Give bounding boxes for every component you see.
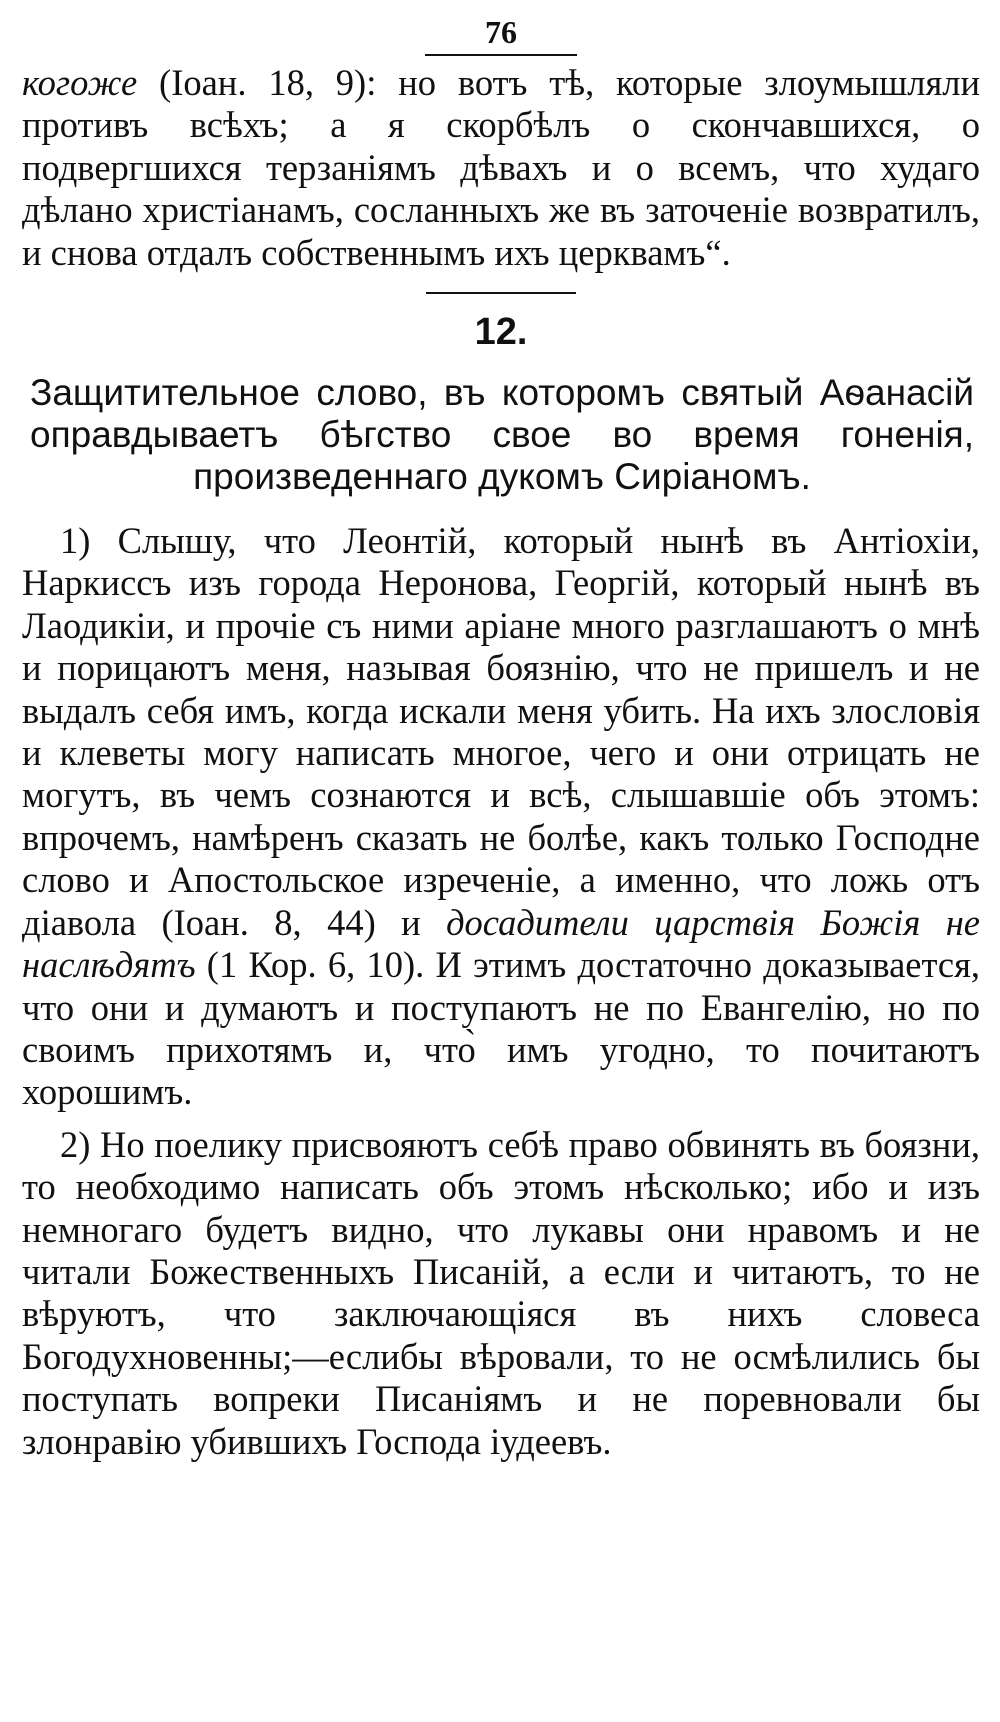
- intro-lead-italic: когоже: [22, 62, 138, 103]
- paragraph-2: 2) Но поелику присвояютъ себѣ право обвинять въ боязни, то необходимо написать объ этомъ нѣсколько; ибо и изъ немногаго будетъ видно, что лукавы они нравомъ и не читали Божественныхъ Писаній, а если и читаютъ, то не вѣруютъ, что заключающіяся въ нихъ словеса Богодухновенны;—еслибы вѣровали, то не осмѣлились бы поступать вопреки Писаніямъ и не поревновали бы злонравію убившихъ Господа іудеевъ.: [22, 1123, 980, 1462]
- section-divider: [426, 292, 576, 294]
- header-rule: [425, 54, 577, 56]
- page-number: 76: [485, 14, 517, 50]
- intro-paragraph: [22, 62, 980, 274]
- paragraph-1-text-a: 1) Слышу, что Леонтій, который нынѣ въ Антіохіи, Наркиссъ изъ города Неронова, Георгій, который нынѣ въ Лаодикіи, и прочіе съ ними аріане много разглашаютъ о мнѣ и порицаютъ меня, называя боязнію, что не пришелъ и не выдалъ себя имъ, когда искали меня убить. На ихъ злословія и клеветы могу написать многое, чего и они отрицать не могутъ, въ чемъ сознаются и всѣ, слышавшіе объ этомъ: впрочемъ, намѣренъ сказать не болѣе, какъ только Господне слово и Апостольское изреченіе, а именно, что ложь отъ діавола (Іоан. 8, 44) и: [22, 520, 980, 943]
- intro-text: (Іоан. 18, 9): но вотъ тѣ, которые злоумышляли противъ всѣхъ; а я скорбѣлъ о скончавшихся, о подвергшихся терзаніямъ дѣвахъ и о всемъ, что худаго дѣлано христіанамъ, сосланныхъ же въ заточеніе возвратилъ, и снова отдалъ собственнымъ ихъ церквамъ“.: [22, 62, 980, 273]
- paragraph-1-text-b: (1 Кор. 6, 10). И этимъ достаточно доказывается, что они и думаютъ и поступаютъ не по Евангелію, но по своимъ прихотямъ и, что̀ имъ угодно, то почитаютъ хорошимъ.: [22, 944, 980, 1113]
- section-number: 12.: [474, 311, 528, 354]
- paragraph-1: [22, 520, 980, 1114]
- paragraph-1-italic-quote: досадители царствія Божія не наслѣдятъ: [22, 901, 981, 986]
- section-title: Защитительное слово, въ которомъ святый Аѳанасій оправдываетъ бѣгство свое во время гоненія, произведеннаго дукомъ Сиріаномъ.: [30, 372, 974, 498]
